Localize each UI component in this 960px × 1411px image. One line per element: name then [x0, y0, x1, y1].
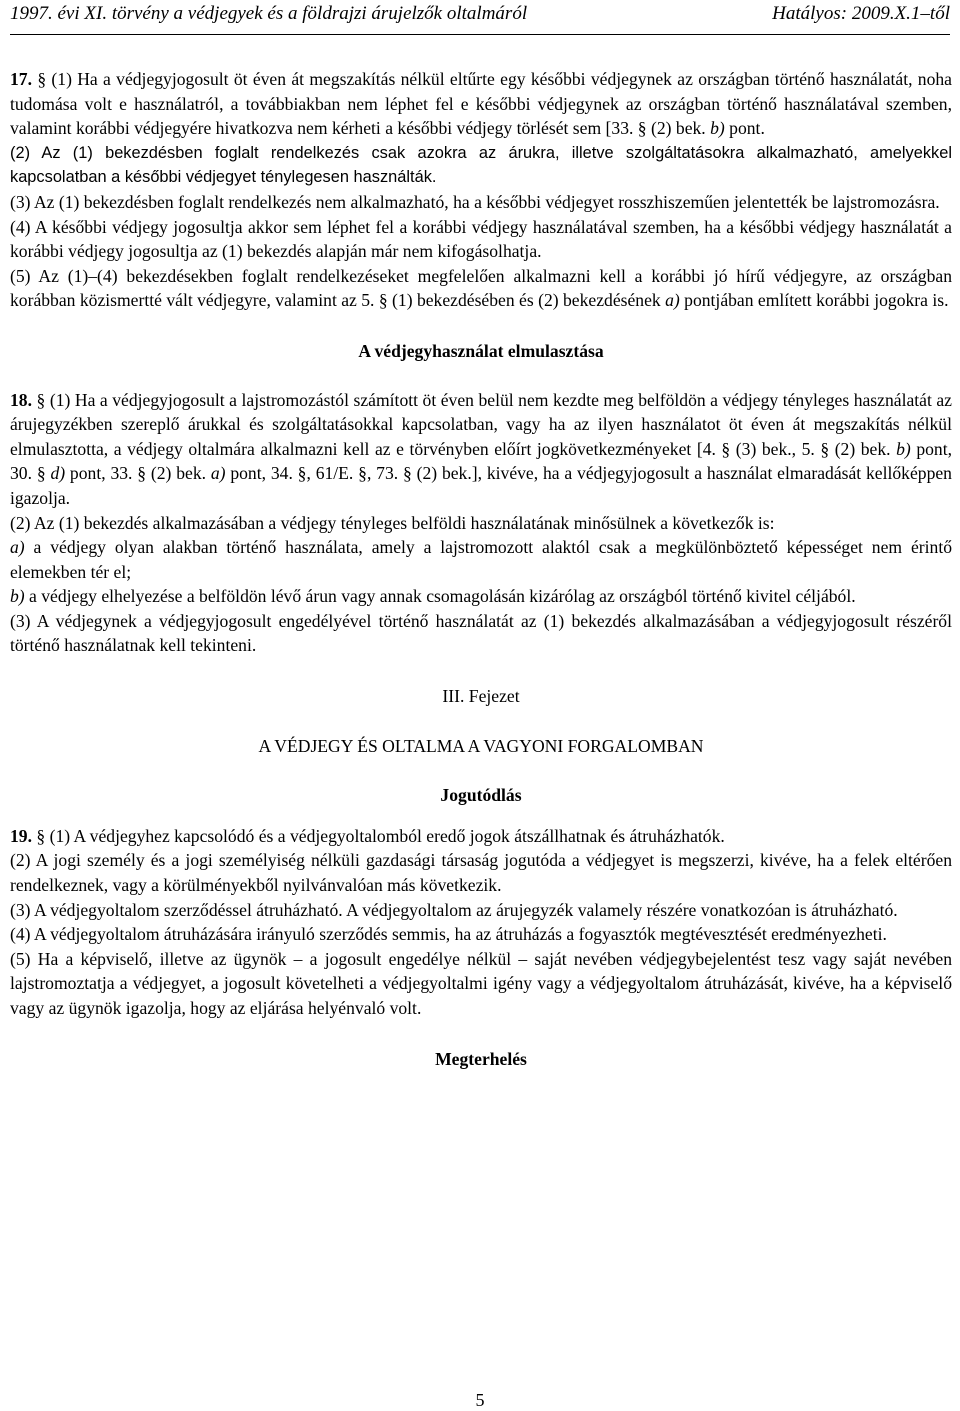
- section-19-paragraph-3: (3) A védjegyoltalom szerződéssel átruházható. A védjegyoltalom az árujegyzék valamely részére vonatkozóan is átruházható.: [10, 899, 898, 920]
- section-17-paragraph-3: (3) Az (1) bekezdésben foglalt rendelkezés nem alkalmazható, ha a későbbi védjegyet rosszhiszeműen jelentették be lajstromozásra.: [10, 191, 940, 212]
- section-19-number: 19.: [10, 825, 32, 846]
- heading-succession: Jogutódlás: [440, 785, 522, 806]
- document-body: [10, 67, 952, 1071]
- section-17-paragraph-5: (5) Az (1)–(4) bekezdésekben foglalt rendelkezéseket megfelelően alkalmazni kell a korábbi jó hírű védjegyre, az országban korábban közismertté vált védjegyre, valamint az 5. § (1) bekezdésében és (2) bekezdésének a) pontjában említett korábbi jogokra is.: [10, 265, 952, 311]
- section-18-point-a: a) a védjegy olyan alakban történő használata, amely a lajstromozott alaktól csak a megkülönböztető képességet nem érintő elemekben tér el;: [10, 537, 952, 582]
- section-19-paragraph-2: (2) A jogi személy és a jogi személyiség nélküli gazdasági társaság jogutóda a védjegyet is megszerzi, kivéve, ha a felek eltérően rendelkeznek, vagy a körülményekből nyilvánvalóan más következik.: [10, 850, 952, 896]
- section-17-paragraph-1: 17. § (1) Ha a védjegyjogosult öt éven át megszakítás nélkül eltűrte egy későbbi védjegynek az országban történő használatát, noha tudomása volt e használatról, a továbbiakban nem léphet fel e későbbi védjegynek az országban történő használatával szemben, valamint korábbi védjegyére hivatkozva nem kérheti a későbbi védjegy törlését sem [33. § (2) bek. b) pont.: [10, 69, 952, 139]
- section-19-paragraph-1: 19. § (1) A védjegyhez kapcsolódó és a védjegyoltalomból eredő jogok átszállhatnak és átruházhatók.: [10, 825, 725, 846]
- section-18-point-b: b) a védjegy elhelyezése a belföldön lévő árun vagy annak csomagolásán kizárólag az országból történő kivitel céljából.: [10, 586, 856, 607]
- section-17-paragraph-2: (2) Az (1) bekezdésben foglalt rendelkezés csak azokra az árukra, illetve szolgáltatásokra alkalmazható, amelyekkel kapcsolatban a későbbi védjegyet ténylegesen használták.: [10, 143, 952, 187]
- section-19-paragraph-5: (5) Ha a képviselő, illetve az ügynök – a jogosult engedélye nélkül – saját nevében védjegybejelentést tesz vagy saját nevében lajstromoztatja a védjegyet, a jogosult követelheti a védjegyoltalmi igény vagy a védjegyoltalom átruházását, kivéve, ha a képviselő vagy az ügynök igazolja, hogy az eljárása helyénvaló volt.: [10, 948, 952, 1018]
- header-effective-date: Hatályos: 2009.X.1–től: [772, 3, 950, 24]
- page-number: 5: [475, 1390, 485, 1410]
- section-18-paragraph-1: 18. § (1) Ha a védjegyjogosult a lajstromozástól számított öt éven belül nem kezdte meg belföldön a védjegy tényleges használatát az árujegyzékben szereplő árukkal és szolgáltatásokkal kapcsolatban, vagy ha az ilyen használatot öt éven át megszakítás nélkül elmulasztotta, a védjegy oltalmára alkalmazni kell az e törvényben előírt jogkövetkezményeket [4. § (3) bek., 5. § (2) bek. b) pont, 30. § d) pont, 33. § (2) bek. a) pont, 34. §, 61/E. §, 73. § (2) bek.], kivéve, ha a védjegyjogosult a használat elmaradását kellőképpen igazolja.: [10, 389, 953, 508]
- section-18-paragraph-2: (2) Az (1) bekezdés alkalmazásában a védjegy tényleges belföldi használatának minősülnek a következők is:: [10, 512, 775, 533]
- page-header: [10, 0, 950, 35]
- section-19-paragraph-4: (4) A védjegyoltalom átruházására irányuló szerződés semmis, ha az átruházás a fogyasztók megtévesztését eredményezheti.: [10, 924, 887, 945]
- section-17-paragraph-4: (4) A későbbi védjegy jogosultja akkor sem léphet fel a korábbi védjegy használatával szemben, ha a későbbi védjegy használatát a korábbi védjegy jogosultja az (1) bekezdés alapján már nem kifogásolhatja.: [10, 216, 952, 262]
- section-17-number: 17.: [10, 69, 32, 89]
- heading-non-use: A védjegyhasználat elmulasztása: [358, 340, 604, 361]
- heading-encumbrance: Megterhelés: [435, 1048, 527, 1069]
- section-18-paragraph-3: (3) A védjegynek a védjegyjogosult engedélyével történő használatát az (1) bekezdés alkalmazásában a védjegyjogosult részéről történő használatnak kell tekinteni.: [10, 610, 952, 656]
- chapter-number: III. Fejezet: [442, 686, 520, 707]
- header-law-title: 1997. évi XI. törvény a védjegyek és a földrajzi árujelzők oltalmáról: [10, 3, 528, 24]
- chapter-title: A VÉDJEGY ÉS OLTALMA A VAGYONI FORGALOMBAN: [258, 735, 704, 756]
- section-18-number: 18.: [10, 389, 32, 410]
- section-sign: §: [37, 69, 47, 89]
